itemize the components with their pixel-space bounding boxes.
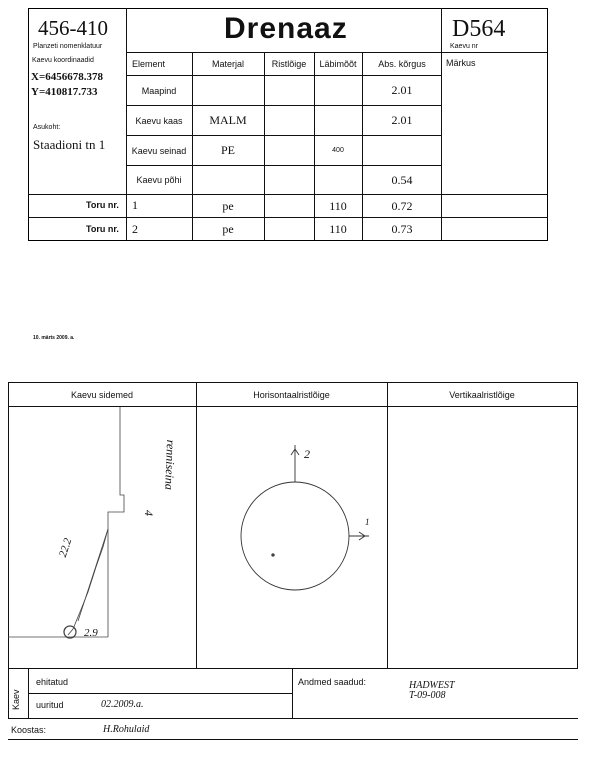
row-element: Kaevu kaas: [135, 115, 183, 126]
row-element: Kaevu põhi: [136, 175, 182, 185]
built-label: ehitatud: [36, 677, 69, 687]
col-section: Ristlõige: [271, 58, 307, 69]
plan-pipe-1-label: 1: [365, 517, 370, 527]
pipe-material: pe: [222, 198, 234, 213]
row-element: Kaevu seinad: [131, 145, 187, 156]
col-horizontal-section: Horisontaalristlõige: [253, 390, 330, 400]
address: Staadioni tn 1: [33, 137, 106, 152]
col-remark: Märkus: [446, 58, 476, 68]
pipe-abs: 0.72: [391, 198, 413, 213]
row-material: MALM: [209, 113, 247, 127]
row-diameter: 400: [332, 147, 344, 154]
row-abs: 2.01: [391, 113, 413, 127]
row-material: PE: [220, 143, 235, 157]
pipe-material: pe: [222, 221, 234, 236]
well-id: D564: [452, 16, 506, 42]
coord-x: X=6456678.378: [31, 71, 103, 83]
pipe-no: 2: [132, 222, 138, 236]
well-circle: [241, 482, 349, 590]
coords-caption: Kaevu koordinaadid: [32, 57, 94, 64]
data-source-value-2: T-09-008: [409, 690, 446, 701]
col-material: Materjal: [211, 58, 244, 69]
data-source-label: Andmed saadud:: [298, 677, 367, 687]
col-vertical-section: Vertikaalristlõige: [449, 390, 515, 400]
sketch-wall-num: 4: [142, 510, 156, 516]
row-abs: 0.54: [391, 172, 413, 187]
pipe-diameter: 110: [329, 198, 347, 213]
col-element: Element: [132, 58, 166, 69]
pipe-label: Toru nr.: [86, 200, 119, 210]
sketch-wall-note: renniseina: [162, 439, 178, 491]
sheet-number: 456-410: [38, 16, 108, 40]
author-value: H.Rohulaid: [103, 724, 150, 735]
surveyed-label: uuritud: [36, 700, 64, 710]
sheet-caption: Planzeti nomenklatuur: [33, 43, 103, 50]
col-abs-height: Abs. kõrgus: [378, 58, 426, 69]
sketch-distance-2: 2.9: [84, 627, 98, 639]
row-element: Maapind: [141, 85, 177, 96]
row-abs: 2.01: [391, 83, 413, 97]
col-diameter: Läbimõõt: [319, 58, 357, 69]
coord-y: Y=410817.733: [31, 86, 98, 98]
sketch-distance-1: 22.2: [57, 536, 75, 559]
col-well-links: Kaevu sidemed: [70, 390, 134, 400]
pipe-diameter: 110: [329, 221, 347, 236]
well-id-caption: Kaevu nr: [450, 43, 479, 50]
data-source-value-1: HADWEST: [409, 680, 455, 691]
page-title: Drenaaz: [224, 12, 348, 45]
horizontal-section-drawing: [197, 407, 387, 668]
author-label: Koostas:: [11, 725, 47, 735]
pipe-label: Toru nr.: [86, 224, 119, 234]
date-note: 10. märts 2009. a.: [33, 335, 75, 341]
side-label-kaev: Kaev: [11, 689, 21, 710]
plan-pipe-2-label: 2: [304, 447, 310, 461]
address-caption: Asukoht:: [33, 124, 61, 131]
surveyed-value: 02.2009.a.: [101, 699, 144, 710]
pipe-abs: 0.73: [391, 221, 413, 236]
pipe-no: 1: [132, 198, 138, 212]
